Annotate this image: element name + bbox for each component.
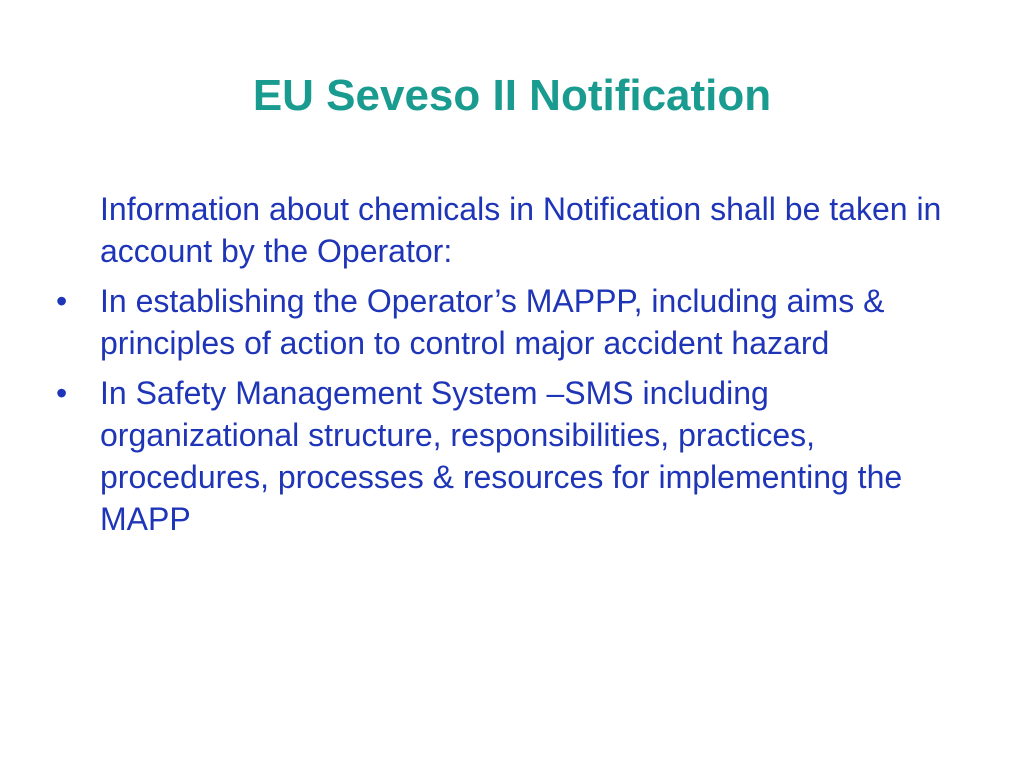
- bullet-text: In Safety Management System –SMS including organizational structure, responsibilities, practices, procedures, processes & resources for implementing the MAPP: [100, 375, 903, 537]
- bullet-icon: •: [56, 283, 68, 319]
- intro-paragraph: [56, 188, 976, 272]
- slide-title: EU Seveso II Notification: [252, 71, 772, 120]
- bullet-text: In establishing the Operator’s MAPPP, including aims & principles of action to control major accident hazard: [100, 283, 885, 361]
- bullet-item: [56, 372, 976, 540]
- bullet-item: [56, 280, 976, 364]
- slide-body: [56, 188, 976, 548]
- bullet-icon: •: [56, 375, 68, 411]
- intro-text: Information about chemicals in Notification shall be taken in account by the Operator:: [100, 191, 942, 269]
